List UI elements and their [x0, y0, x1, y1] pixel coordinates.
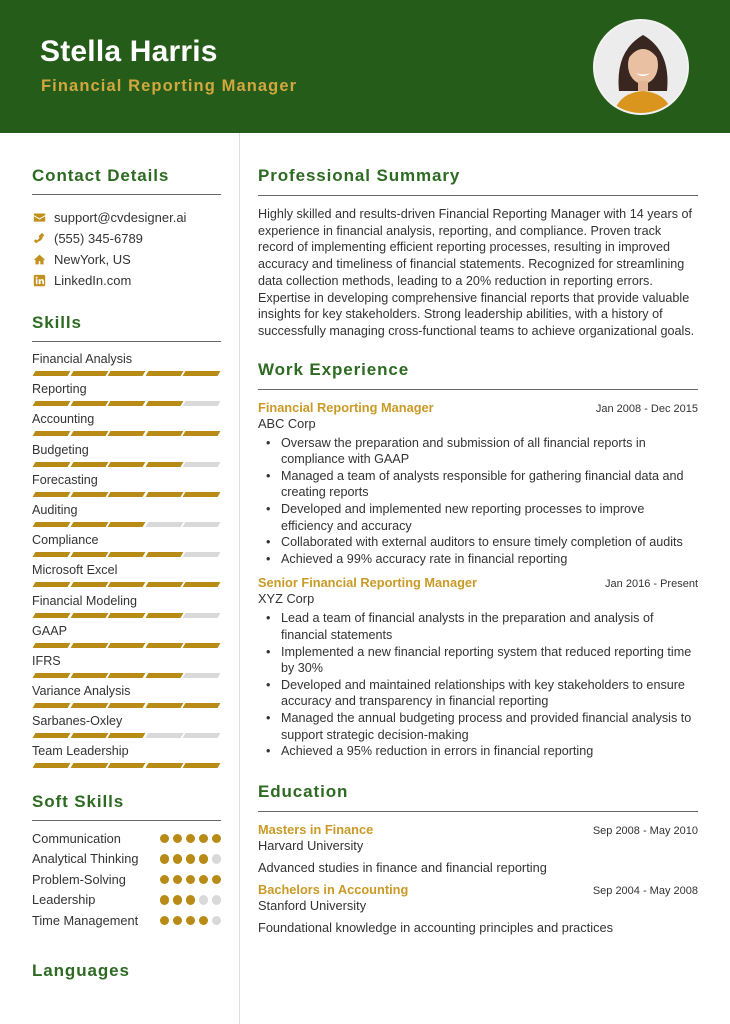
education-dates: Sep 2004 - May 2008 — [592, 884, 698, 897]
rating-dot — [160, 916, 170, 926]
contact-phone-value: (555) 345-6789 — [54, 231, 143, 246]
rating-dot — [160, 895, 170, 905]
education-dates: Sep 2008 - May 2010 — [592, 824, 698, 837]
skill-level-segment — [183, 552, 220, 557]
linkedin-icon — [32, 274, 46, 288]
skill-level-segment — [108, 552, 145, 557]
rating-dot — [173, 916, 183, 926]
rating-dot — [186, 875, 196, 885]
skill-level-segment — [70, 703, 107, 708]
rating-dot — [173, 875, 183, 885]
skill-level-segment — [108, 733, 145, 738]
education-degree: Bachelors in Accounting — [258, 881, 409, 897]
skill-level-bar — [32, 401, 221, 406]
education-description: Advanced studies in finance and financial reporting — [258, 859, 547, 875]
skill-level-segment — [70, 733, 107, 738]
skill-level-segment — [183, 763, 220, 768]
education-entry — [258, 822, 698, 875]
soft-skill-rating — [160, 913, 222, 926]
rating-dot — [160, 854, 170, 864]
skill-level-segment — [183, 703, 220, 708]
skill-level-segment — [108, 431, 145, 436]
education-section-title: Education — [258, 782, 698, 812]
education-entry — [258, 882, 698, 935]
skill-level-segment — [33, 522, 70, 527]
job-bullet: • Developed and maintained relationships with key stakeholders to ensure accuracy and transparency in financial reporting — [258, 677, 698, 710]
skill-level-segment — [108, 763, 145, 768]
work-experience-list — [258, 400, 698, 760]
skill-level-segment — [70, 401, 107, 406]
contact-list — [32, 207, 221, 291]
skill-level-segment — [183, 401, 220, 406]
contact-linkedin[interactable] — [32, 270, 221, 291]
skill-level-segment — [145, 582, 182, 587]
job-bullet: • Managed a team of analysts responsible for gathering financial data and creating reports — [258, 468, 698, 501]
education-school: Stanford University — [258, 897, 367, 913]
contact-email-value: support@cvdesigner.ai — [54, 210, 187, 225]
skill-level-bar — [32, 492, 221, 497]
job-bullet: • Achieved a 99% accuracy rate in financial reporting — [258, 551, 698, 568]
job-bullet: • Achieved a 95% reduction in errors in financial reporting — [258, 743, 698, 760]
skill-level-segment — [145, 431, 182, 436]
rating-dot — [173, 834, 183, 844]
main-content — [258, 133, 698, 935]
skill-level-segment — [70, 643, 107, 648]
skill-level-segment — [183, 673, 220, 678]
skill-level-segment — [33, 582, 70, 587]
skill-level-bar — [32, 371, 221, 376]
skill-label: Financial Modeling — [32, 593, 138, 608]
soft-skills-list — [32, 831, 221, 930]
skill-level-bar — [32, 552, 221, 557]
skill-level-segment — [145, 733, 182, 738]
skill-level-bar — [32, 643, 221, 648]
skill-level-segment — [33, 552, 70, 557]
skill-item — [32, 351, 221, 381]
skill-level-segment — [145, 492, 182, 497]
skill-level-segment — [145, 703, 182, 708]
skill-item — [32, 593, 221, 623]
skill-item — [32, 502, 221, 532]
languages-section-title: Languages — [32, 961, 130, 981]
skill-label: GAAP — [32, 623, 67, 638]
skill-level-segment — [145, 552, 182, 557]
profile-photo — [593, 19, 689, 115]
skills-list — [32, 351, 221, 774]
skill-level-segment — [33, 643, 70, 648]
skill-level-segment — [70, 371, 107, 376]
skill-label: Sarbanes-Oxley — [32, 714, 123, 729]
contact-location — [32, 249, 221, 270]
skill-level-segment — [108, 703, 145, 708]
column-divider — [239, 133, 240, 1024]
skill-level-segment — [33, 431, 70, 436]
skills-section-title: Skills — [32, 313, 221, 342]
rating-dot — [199, 895, 209, 905]
soft-skill-item — [32, 872, 221, 889]
skill-level-segment — [183, 733, 220, 738]
skill-level-segment — [33, 703, 70, 708]
job-entry — [258, 575, 698, 759]
skill-level-segment — [108, 371, 145, 376]
job-bullet: • Implemented a new financial reporting system that reduced reporting time by 30% — [258, 644, 698, 677]
skill-level-segment — [108, 492, 145, 497]
rating-dot — [186, 895, 196, 905]
skill-level-segment — [108, 643, 145, 648]
job-company: ABC Corp — [258, 415, 316, 431]
skill-level-segment — [183, 643, 220, 648]
rating-dot — [160, 834, 170, 844]
summary-text: Highly skilled and results-driven Financial Reporting Manager with 14 years of experience in financial analysis, reporting, and compliance. Proven track record of implementing efficient reporting processes, resulting in improved accuracy and timeliness of financial statements. Recognized for streamlining data collection methods, leading to a 20% reduction in reporting errors. Expertise in developing comprehensive financial reports that provide valuable insights for key stakeholders. Strong leadership abilities, with a history of successfully managing cross-functional teams to achieve organizational goals. — [258, 207, 695, 338]
skill-level-bar — [32, 522, 221, 527]
skill-level-segment — [108, 462, 145, 467]
skill-level-segment — [145, 613, 182, 618]
soft-skill-rating — [160, 831, 222, 844]
job-header — [258, 400, 698, 415]
skill-level-segment — [70, 673, 107, 678]
candidate-name: Stella Harris — [40, 35, 218, 68]
skill-item — [32, 381, 221, 411]
skill-label: Compliance — [32, 533, 99, 548]
job-bullet: • Collaborated with external auditors to ensure timely completion of audits — [258, 534, 698, 551]
skill-label: Forecasting — [32, 472, 98, 487]
skill-level-bar — [32, 763, 221, 768]
soft-skill-label: Problem-Solving — [32, 871, 126, 887]
skill-level-segment — [183, 431, 220, 436]
skill-level-segment — [108, 401, 145, 406]
skill-level-bar — [32, 582, 221, 587]
skill-level-segment — [145, 522, 182, 527]
rating-dot — [186, 834, 196, 844]
rating-dot — [186, 916, 196, 926]
skill-level-segment — [70, 552, 107, 557]
skill-label: Budgeting — [32, 442, 89, 457]
skill-level-segment — [145, 401, 182, 406]
candidate-title: Financial Reporting Manager — [41, 77, 298, 95]
skill-level-segment — [183, 582, 220, 587]
rating-dot — [212, 895, 222, 905]
skill-label: Financial Analysis — [32, 352, 133, 366]
education-description: Foundational knowledge in accounting principles and practices — [258, 919, 613, 935]
education-header — [258, 822, 698, 837]
skill-level-segment — [33, 613, 70, 618]
skill-level-segment — [70, 522, 107, 527]
skill-item — [32, 532, 221, 562]
skill-level-bar — [32, 613, 221, 618]
skill-item — [32, 472, 221, 502]
soft-skill-rating — [160, 872, 222, 885]
skill-level-segment — [70, 431, 107, 436]
soft-skills-section-title: Soft Skills — [32, 792, 221, 821]
skill-item — [32, 743, 221, 773]
rating-dot — [173, 895, 183, 905]
sidebar — [32, 133, 221, 989]
rating-dot — [199, 916, 209, 926]
soft-skill-rating — [160, 892, 222, 905]
education-school: Harvard University — [258, 837, 364, 853]
skill-item — [32, 442, 221, 472]
skill-item — [32, 683, 221, 713]
soft-skill-item — [32, 892, 221, 909]
summary-section-title: Professional Summary — [258, 166, 698, 196]
skill-level-segment — [183, 371, 220, 376]
home-icon — [32, 253, 46, 267]
contact-email[interactable] — [32, 207, 221, 228]
rating-dot — [199, 834, 209, 844]
skill-item — [32, 623, 221, 653]
skill-level-segment — [108, 673, 145, 678]
education-list — [258, 822, 698, 935]
job-dates: Jan 2008 - Dec 2015 — [595, 402, 698, 415]
job-bullet: • Managed the annual budgeting process and provided financial analysis to support strategic decision-making — [258, 710, 698, 743]
skill-level-segment — [183, 492, 220, 497]
skill-level-segment — [33, 763, 70, 768]
rating-dot — [199, 875, 209, 885]
job-bullet: • Developed and implemented new reporting processes to improve efficiency and accuracy — [258, 501, 698, 534]
job-bullets — [258, 610, 698, 759]
job-company: XYZ Corp — [258, 591, 315, 607]
skill-level-segment — [33, 492, 70, 497]
skill-level-segment — [70, 462, 107, 467]
skill-level-segment — [33, 673, 70, 678]
skill-level-segment — [183, 613, 220, 618]
rating-dot — [173, 854, 183, 864]
portrait-icon — [595, 21, 689, 115]
skill-level-bar — [32, 673, 221, 678]
work-section-title: Work Experience — [258, 360, 698, 390]
skill-level-bar — [32, 462, 221, 467]
skill-level-segment — [70, 492, 107, 497]
job-entry — [258, 400, 698, 568]
contact-location-value: NewYork, US — [54, 252, 131, 267]
skill-level-bar — [32, 431, 221, 436]
soft-skill-item — [32, 913, 221, 930]
skill-item — [32, 653, 221, 683]
skill-label: IFRS — [32, 653, 61, 668]
rating-dot — [199, 854, 209, 864]
skill-label: Reporting — [32, 382, 87, 397]
skill-level-segment — [183, 522, 220, 527]
job-header — [258, 575, 698, 590]
skill-label: Accounting — [32, 412, 95, 427]
skill-level-bar — [32, 733, 221, 738]
skill-item — [32, 713, 221, 743]
rating-dot — [186, 854, 196, 864]
job-role: Financial Reporting Manager — [258, 399, 434, 415]
skill-level-segment — [145, 643, 182, 648]
skill-level-segment — [145, 371, 182, 376]
skill-level-segment — [33, 462, 70, 467]
rating-dot — [212, 916, 222, 926]
skill-level-segment — [33, 733, 70, 738]
envelope-icon — [32, 211, 46, 225]
contact-section-title: Contact Details — [32, 166, 221, 195]
skill-level-segment — [70, 763, 107, 768]
skill-level-segment — [33, 371, 70, 376]
skill-item — [32, 562, 221, 592]
skill-level-segment — [70, 582, 107, 587]
contact-phone[interactable] — [32, 228, 221, 249]
skill-item — [32, 411, 221, 441]
skill-level-segment — [108, 613, 145, 618]
job-bullets — [258, 435, 698, 568]
job-bullet: • Lead a team of financial analysts in the preparation and analysis of financial statements — [258, 610, 698, 643]
job-bullet: • Oversaw the preparation and submission of all financial reports in compliance with GAAP — [258, 435, 698, 468]
soft-skill-label: Analytical Thinking — [32, 851, 139, 867]
soft-skill-label: Leadership — [32, 892, 96, 908]
job-dates: Jan 2016 - Present — [605, 578, 698, 591]
skill-label: Auditing — [32, 502, 78, 517]
rating-dot — [212, 875, 222, 885]
rating-dot — [212, 834, 222, 844]
skill-level-segment — [108, 582, 145, 587]
soft-skill-label: Time Management — [32, 912, 139, 928]
soft-skill-label: Communication — [32, 830, 121, 846]
rating-dot — [212, 854, 222, 864]
resume-header — [0, 0, 730, 133]
contact-linkedin-value: LinkedIn.com — [54, 273, 132, 288]
skill-label: Team Leadership — [32, 744, 129, 759]
skill-level-segment — [145, 462, 182, 467]
soft-skill-item — [32, 831, 221, 848]
skill-level-segment — [33, 401, 70, 406]
skill-level-segment — [145, 763, 182, 768]
skill-label: Microsoft Excel — [32, 563, 118, 578]
skill-level-bar — [32, 703, 221, 708]
rating-dot — [160, 875, 170, 885]
skill-label: Variance Analysis — [32, 684, 131, 699]
education-degree: Masters in Finance — [258, 821, 374, 837]
education-header — [258, 882, 698, 897]
skill-level-segment — [70, 613, 107, 618]
skill-level-segment — [183, 462, 220, 467]
soft-skill-item — [32, 851, 221, 868]
job-role: Senior Financial Reporting Manager — [258, 575, 478, 591]
phone-icon — [32, 232, 46, 246]
skill-level-segment — [145, 673, 182, 678]
soft-skill-rating — [160, 851, 222, 864]
skill-level-segment — [108, 522, 145, 527]
